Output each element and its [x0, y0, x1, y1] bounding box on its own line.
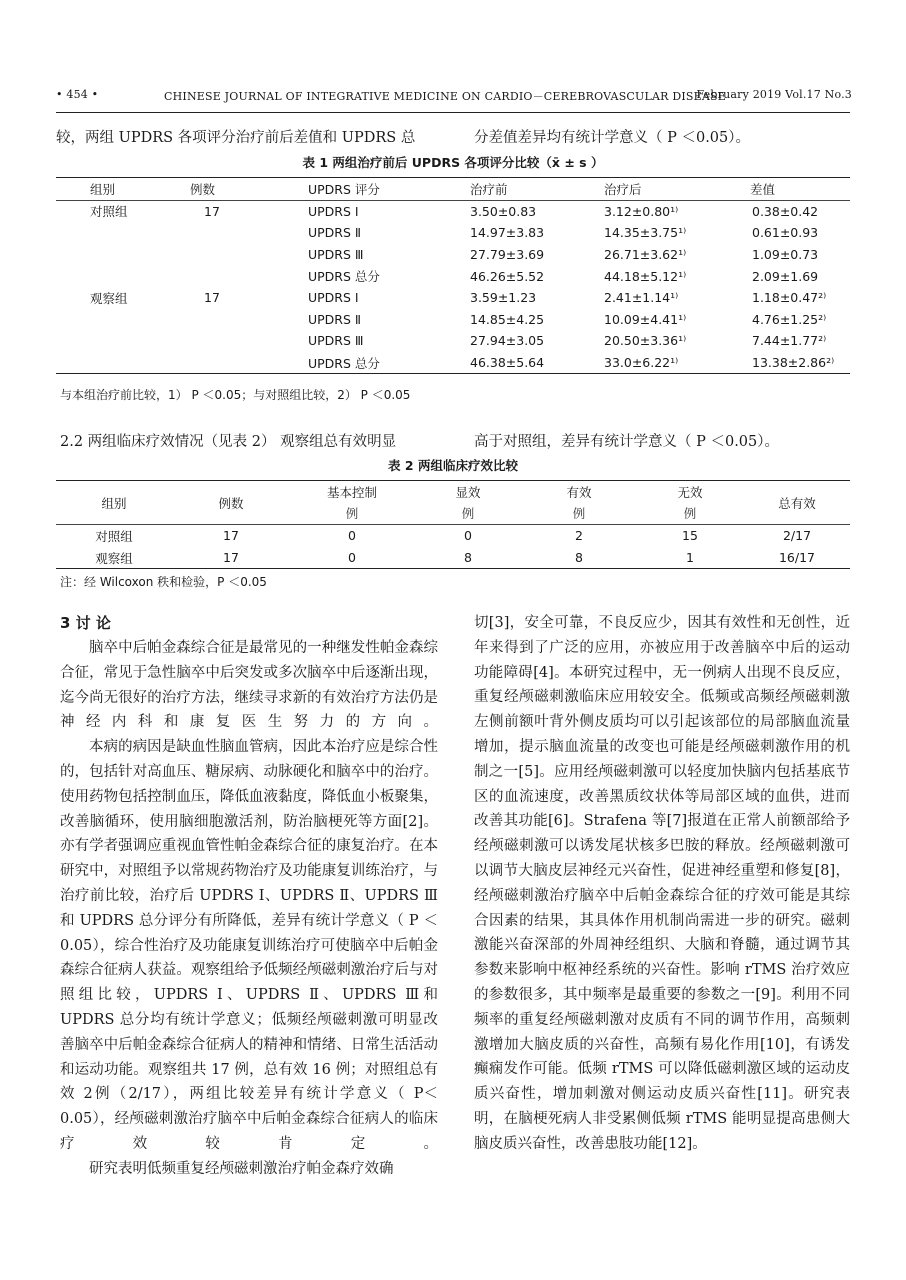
discussion-para-3: 研究表明低频重复经颅磁刺激治疗帕金森疗效确	[89, 1160, 394, 1177]
right-column	[474, 611, 850, 1157]
table1-row	[56, 244, 850, 266]
table2-header-cell: 无效	[636, 481, 744, 503]
table1-cell: 3.59±1.23	[470, 290, 537, 306]
table1-cell: 46.26±5.52	[470, 268, 545, 284]
table2-header-cell: 总有效	[744, 481, 850, 525]
table1-header-cell: 治疗前	[450, 178, 584, 201]
table1-cell: 3.50±0.83	[450, 200, 584, 222]
table1-cell: 3.12±0.80¹⁾	[584, 200, 718, 222]
table1-header-cell: 组别	[56, 178, 174, 201]
table1-cell: UPDRS 总分	[308, 269, 380, 285]
table2-row	[56, 525, 850, 547]
table1-cell	[174, 265, 292, 287]
table1-cell: 27.94±3.05	[470, 333, 545, 349]
discussion-para-1: 脑卒中后帕金森综合征是最常见的一种继发性帕金森综合征，常见于急性脑卒中后突发或多次脑卒中后逐渐出现，迄今尚无很好的治疗方法，继续寻求新的有效治疗方法仍是神经内科和康复医生努力的方向。	[60, 640, 438, 731]
table1-row	[56, 265, 850, 287]
discussion-para-2: 本病的病因是缺血性脑血管病，因此本治疗应是综合性的，包括针对高血压、糖尿病、动脉硬化和脑卒中的治疗。使用药物包括控制血压，降低血液黏度，降低血小板聚集，改善脑循环，使用脑细胞激活剂，防治脑梗死等方面[2]。亦有学者强调应重视血管性帕金森综合征的康复治疗。在本研究中，对照组予以常规药物治疗及功能康复训练治疗，与治疗前比较，治疗后 UPDRS Ⅰ、UPDRS Ⅱ、UPDRS Ⅲ和 UPDRS 总分评分有所降低，差异有统计学意义（ P ＜0.05），综合性治疗及功能康复训练治疗可使脑卒中后帕金森综合征病人获益。观察组给予低频经颅磁刺激治疗后与对照组比较，UPDRS Ⅰ、UPDRS Ⅱ、UPDRS Ⅲ和 UPDRS 总分均有统计学意义；低频经颅磁刺激可明显改善脑卒中后帕金森综合征病人的精神和情绪、日常生活活动和运动功能。观察组共 17 例，总有效 16 例；对照组总有效 2例（2/17），两组比较差异有统计学意义（ P＜0.05），经颅磁刺激治疗脑卒中后帕金森综合征病人的临床疗效较肯定。	[60, 739, 438, 1152]
table1-cell	[56, 222, 174, 244]
table2-unit-cell: 例	[572, 506, 586, 522]
table1-header-cell: UPDRS 评分	[292, 178, 450, 201]
table1-cell: 7.44±1.77²⁾	[752, 333, 827, 349]
table1-bottom-rule	[56, 374, 850, 375]
table1-row	[56, 222, 850, 244]
table1-cell	[56, 309, 174, 331]
table2-unit-cell: 例	[345, 506, 359, 522]
table2-row	[56, 547, 850, 569]
table1-cell	[56, 265, 174, 287]
running-header	[56, 88, 852, 110]
top-line-right: 分差值差异均有统计学意义（ P ＜0.05）。	[474, 130, 751, 146]
table2-cell: 0	[414, 525, 522, 547]
table1-row	[56, 352, 850, 374]
table1-cell: 0.61±0.93	[752, 225, 819, 241]
table2-note: 注：经 Wilcoxon 秩和检验，P ＜0.05	[60, 575, 267, 589]
table1-cell: 27.79±3.69	[470, 247, 545, 263]
table2-cell: 观察组	[95, 550, 133, 566]
table1-cell: 2.09±1.69	[752, 268, 819, 284]
table2-header-row	[56, 481, 850, 503]
table2-cell: 16/17	[778, 550, 816, 566]
table1-cell: 10.09±4.41¹⁾	[604, 311, 687, 327]
table1-cell	[174, 330, 292, 352]
table2	[56, 480, 850, 569]
table2-unit-cell: 例	[683, 506, 697, 522]
table1-cell: UPDRS Ⅰ	[308, 290, 359, 306]
table1-cell: 17	[204, 290, 220, 306]
table2-cell: 0	[348, 550, 356, 566]
table2-cell: 17	[172, 525, 290, 547]
table1-header-row	[56, 178, 850, 201]
table1-cell: 14.35±3.75¹⁾	[604, 225, 687, 241]
table1-cell: 观察组	[90, 290, 128, 306]
sec22-line-left: 2.2 两组临床疗效情况（见表 2） 观察组总有效明显	[60, 434, 397, 450]
table2-header-cell: 有效	[522, 481, 636, 503]
table1-cell: UPDRS Ⅱ	[308, 225, 362, 241]
page-number: • 454 •	[56, 88, 99, 101]
table1-cell: 14.85±4.25	[470, 311, 545, 327]
table1-row	[56, 309, 850, 331]
table2-cell: 2/17	[744, 525, 850, 547]
table1-cell	[174, 309, 292, 331]
table1-header-cell: 治疗后	[584, 178, 718, 201]
left-column	[60, 636, 438, 1182]
table2-cell: 1	[686, 550, 694, 566]
table1-row	[56, 200, 850, 222]
table2-cell: 15	[636, 525, 744, 547]
table1-cell: 1.09±0.73	[752, 247, 819, 263]
table2-bottom-rule	[56, 569, 850, 570]
journal-title: CHINESE JOURNAL OF INTEGRATIVE MEDICINE ON CARDIO－CEREBROVASCULAR DISEASE	[164, 90, 726, 103]
table1-cell: 46.38±5.64	[470, 355, 545, 371]
table2-header-cell: 组别	[56, 481, 172, 525]
table2-cell: 0	[290, 525, 414, 547]
table1-cell: 17	[174, 200, 292, 222]
table1-cell: 44.18±5.12¹⁾	[604, 268, 687, 284]
header-rule	[56, 112, 850, 113]
table1-caption: 表 1 两组治疗前后 UPDRS 各项评分比较（x̄ ± s ）	[302, 155, 604, 170]
table1-cell	[56, 330, 174, 352]
table2-header-cell: 显效	[414, 481, 522, 503]
discussion-para-right: 切[3]，安全可靠，不良反应少，因其有效性和无创性，近年来得到了广泛的应用，亦被应用于改善脑卒中后的运动功能障碍[4]。本研究过程中，无一例病人出现不良反应，重复经颅磁刺激临床应用较安全。低频或高频经颅磁刺激左侧前额叶背外侧皮质均可以引起该部位的局部脑血流量增加，提示脑血流量的改变也可能是经颅磁刺激作用的机制之一[5]。应用经颅磁刺激可以轻度加快脑内包括基底节区的血流速度，改善黑质纹状体等局部区域的血供，进而改善其功能[6]。Strafena 等[7]报道在正常人前额部给予经颅磁刺激可以诱发尾状核多巴胺的释放。经颅磁刺激可以调节大脑皮层神经元兴奋性，促进神经重塑和修复[8]，经颅磁刺激治疗脑卒中后帕金森综合征的疗效可能是其综合因素的结果，其具体作用机制尚需进一步的研究。磁刺激能兴奋深部的外周神经组织、大脑和脊髓，通过调节其参数来影响中枢神经系统的兴奋性。影响 rTMS 治疗效应的参数很多，其中频率是最重要的参数之一[9]。利用不同频率的重复经颅磁刺激对皮质有不同的调节作用，高频刺激增加大脑皮质的兴奋性，高频有易化作用[10]，有诱发癫痫发作可能。低频 rTMS 可以降低磁刺激区域的运动皮质兴奋性，增加刺激对侧运动皮质兴奋性[11]。研究表明，在脑梗死病人非受累侧低频 rTMS 能明显提高患侧大脑皮质兴奋性，改善患肢功能[12]。	[474, 615, 850, 1152]
table1-cell: UPDRS Ⅱ	[308, 311, 362, 327]
table1-cell: 2.41±1.14¹⁾	[604, 290, 679, 306]
table2-header-cell: 基本控制	[290, 481, 414, 503]
issue-info: February 2019 Vol.17 No.3	[696, 88, 852, 101]
table2-unit-cell: 例	[461, 506, 475, 522]
table2-caption: 表 2 两组临床疗效比较	[388, 458, 518, 473]
table1-cell: 0.38±0.42	[718, 200, 850, 222]
table1-cell: 对照组	[56, 200, 174, 222]
table1-cell: 13.38±2.86²⁾	[752, 355, 835, 371]
table1	[56, 177, 850, 374]
table2-cell: 对照组	[56, 525, 172, 547]
table1-cell: 20.50±3.36¹⁾	[604, 333, 687, 349]
table2-cell: 2	[522, 525, 636, 547]
table2-cell: 17	[223, 550, 239, 566]
table2-cell: 8	[464, 550, 472, 566]
section3-title: 3 讨 论	[60, 614, 111, 632]
table1-cell: 1.18±0.47²⁾	[752, 290, 827, 306]
sec22-line-right: 高于对照组，差异有统计学意义（ P ＜0.05）。	[474, 434, 780, 450]
table1-cell	[174, 222, 292, 244]
table1-row	[56, 330, 850, 352]
table1-cell	[56, 352, 174, 374]
table1-cell: 14.97±3.83	[470, 225, 545, 241]
table1-cell: UPDRS Ⅲ	[308, 333, 364, 349]
table1-header-cell: 差值	[718, 178, 850, 201]
table1-header-cell: 例数	[174, 178, 292, 201]
top-line-left: 较，两组 UPDRS 各项评分治疗前后差值和 UPDRS 总	[56, 130, 416, 146]
table1-cell: UPDRS Ⅲ	[308, 247, 364, 263]
table1-cell: UPDRS Ⅰ	[292, 200, 450, 222]
table1-cell: 4.76±1.25²⁾	[752, 311, 827, 327]
table2-header-cell: 例数	[172, 481, 290, 525]
table1-cell: 33.0±6.22¹⁾	[604, 355, 679, 371]
table1-cell	[56, 244, 174, 266]
table1-cell: 26.71±3.62¹⁾	[604, 247, 687, 263]
table1-row	[56, 287, 850, 309]
table1-cell: UPDRS 总分	[308, 355, 380, 371]
table2-cell: 8	[575, 550, 583, 566]
table1-cell	[174, 352, 292, 374]
table1-cell	[174, 244, 292, 266]
table1-note: 与本组治疗前比较，1） P ＜0.05；与对照组比较，2） P ＜0.05	[60, 388, 411, 402]
